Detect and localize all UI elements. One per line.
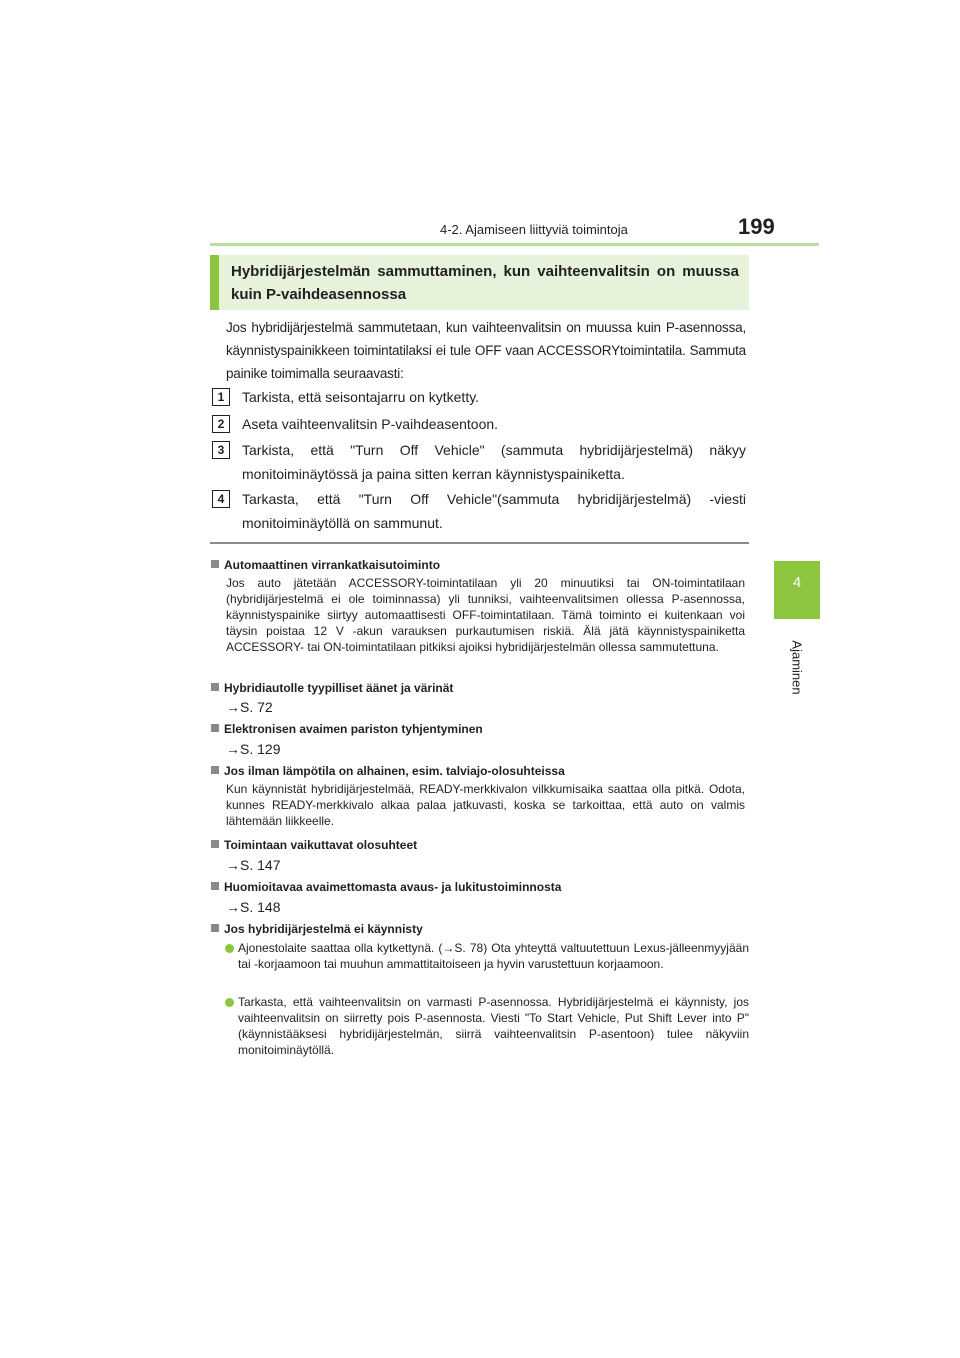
page-reference: →S. 129 bbox=[226, 741, 281, 757]
note-bullet: Tarkasta, että vaihteenvalitsin on varmasti P-asennossa. Hybridijärjestelmä ei käynnisty, jos vaihteenvalitsin on siirretty pois P-asennosta. Viesti "To Start Vehicle, Put Shift Lever into P" (käynnistääksesi hybridijärjestelmän, siirrä vaihteenvalitsin P-asentoon) tulee näkyviin monitoiminäytöllä. bbox=[226, 994, 749, 1058]
note-heading: Jos ilman lämpötila on alhainen, esim. talviajo-olosuhteissa bbox=[211, 763, 565, 779]
section-title-box bbox=[210, 255, 749, 310]
chapter-number: 4 bbox=[792, 574, 802, 591]
square-bullet-icon bbox=[211, 724, 219, 732]
circle-bullet-icon bbox=[225, 944, 234, 953]
step-text-4: Tarkasta, että "Turn Off Vehicle"(sammuta hybridijärjestelmä) -viesti monitoiminäytöllä on sammunut. bbox=[242, 491, 746, 531]
square-bullet-icon bbox=[211, 840, 219, 848]
note-text: Jos auto jätetään ACCESSORY-toimintatilaan yli 20 minuutiksi tai ON-toimintatilaan (hybridijärjestelmä ei ole toiminnassa) yli tunniksi, vaihteenvalitsimen ollessa P-asennossa, käynnistyspainike siirtyy automaattisesti OFF-toimintatilaan. Tämä toiminto ei kuitenkaan voi täysin poistaa 12 V -akun varauksen purkautumisen riskiä. Älä jätä käynnistyspainiketta ACCESSORY- tai ON-toimintatilaan pitkiksi ajoiksi hybridijärjestelmän ollessa sammutettuna. bbox=[226, 576, 745, 654]
circle-bullet-icon bbox=[225, 998, 234, 1007]
note-heading: Elektronisen avaimen pariston tyhjentyminen bbox=[211, 721, 483, 737]
note-heading: Huomioitavaa avaimettomasta avaus- ja lukitustoiminnosta bbox=[211, 879, 561, 895]
page-reference: →S. 72 bbox=[226, 699, 273, 715]
page-reference: →S. 147 bbox=[226, 857, 281, 873]
step-number-2: 2 bbox=[212, 415, 230, 433]
note-bullet: Ajonestolaite saattaa olla kytkettynä. (→S. 78) Ota yhteyttä valtuutettuun Lexus-jälleenmyyjään tai -korjaamoon tai muuhun ammattitaitoiseen ja hyvin varustettuun korjaamoon. bbox=[226, 940, 749, 972]
page-number: 199 bbox=[738, 214, 775, 239]
step-text-1: Tarkista, että seisontajarru on kytketty. bbox=[242, 389, 480, 405]
section-title: Hybridijärjestelmän sammuttaminen, kun vaihteenvalitsin on muussa kuin P-vaihdeasennossa bbox=[231, 263, 739, 303]
note-heading: Hybridiautolle tyypilliset äänet ja värinät bbox=[211, 680, 453, 696]
note-text: Kun käynnistät hybridijärjestelmää, READY-merkkivalon vilkkumisaika saattaa olla pitkä. Odota, kunnes READY-merkkivalo alkaa palaa jatkuvasti, koska se tarkoittaa, että auto on valmis lähtemään liikkeelle. bbox=[226, 782, 745, 828]
note-heading: Toimintaan vaikuttavat olosuhteet bbox=[211, 837, 417, 853]
step-text-3: Tarkista, että "Turn Off Vehicle" (sammuta hybridijärjestelmä) näkyy monitoiminäytössä ja paina sitten kerran käynnistyspainiketta. bbox=[242, 442, 746, 482]
square-bullet-icon bbox=[211, 766, 219, 774]
intro-paragraph: Jos hybridijärjestelmä sammutetaan, kun vaihteenvalitsin on muussa kuin P-asennossa, käynnistyspainikkeen toimintatilaksi ei tule OFF vaan ACCESSORYtoimintatila. Sammuta painike toimimalla seuraavasti: bbox=[226, 320, 746, 381]
page-reference: →S. 148 bbox=[226, 899, 281, 915]
square-bullet-icon bbox=[211, 882, 219, 890]
header-divider bbox=[210, 243, 819, 246]
square-bullet-icon bbox=[211, 683, 219, 691]
section-divider bbox=[210, 542, 749, 544]
chapter-label: Ajaminen bbox=[789, 640, 805, 695]
step-number-1: 1 bbox=[212, 388, 230, 406]
step-text-2: Aseta vaihteenvalitsin P-vaihdeasentoon. bbox=[242, 416, 499, 432]
square-bullet-icon bbox=[211, 924, 219, 932]
note-heading: Jos hybridijärjestelmä ei käynnisty bbox=[211, 921, 423, 937]
square-bullet-icon bbox=[211, 560, 219, 568]
step-number-3: 3 bbox=[212, 441, 230, 459]
section-header: 4-2. Ajamiseen liittyviä toimintoja bbox=[440, 222, 628, 237]
note-heading: Automaattinen virrankatkaisutoiminto bbox=[211, 557, 440, 573]
step-number-4: 4 bbox=[212, 490, 230, 508]
